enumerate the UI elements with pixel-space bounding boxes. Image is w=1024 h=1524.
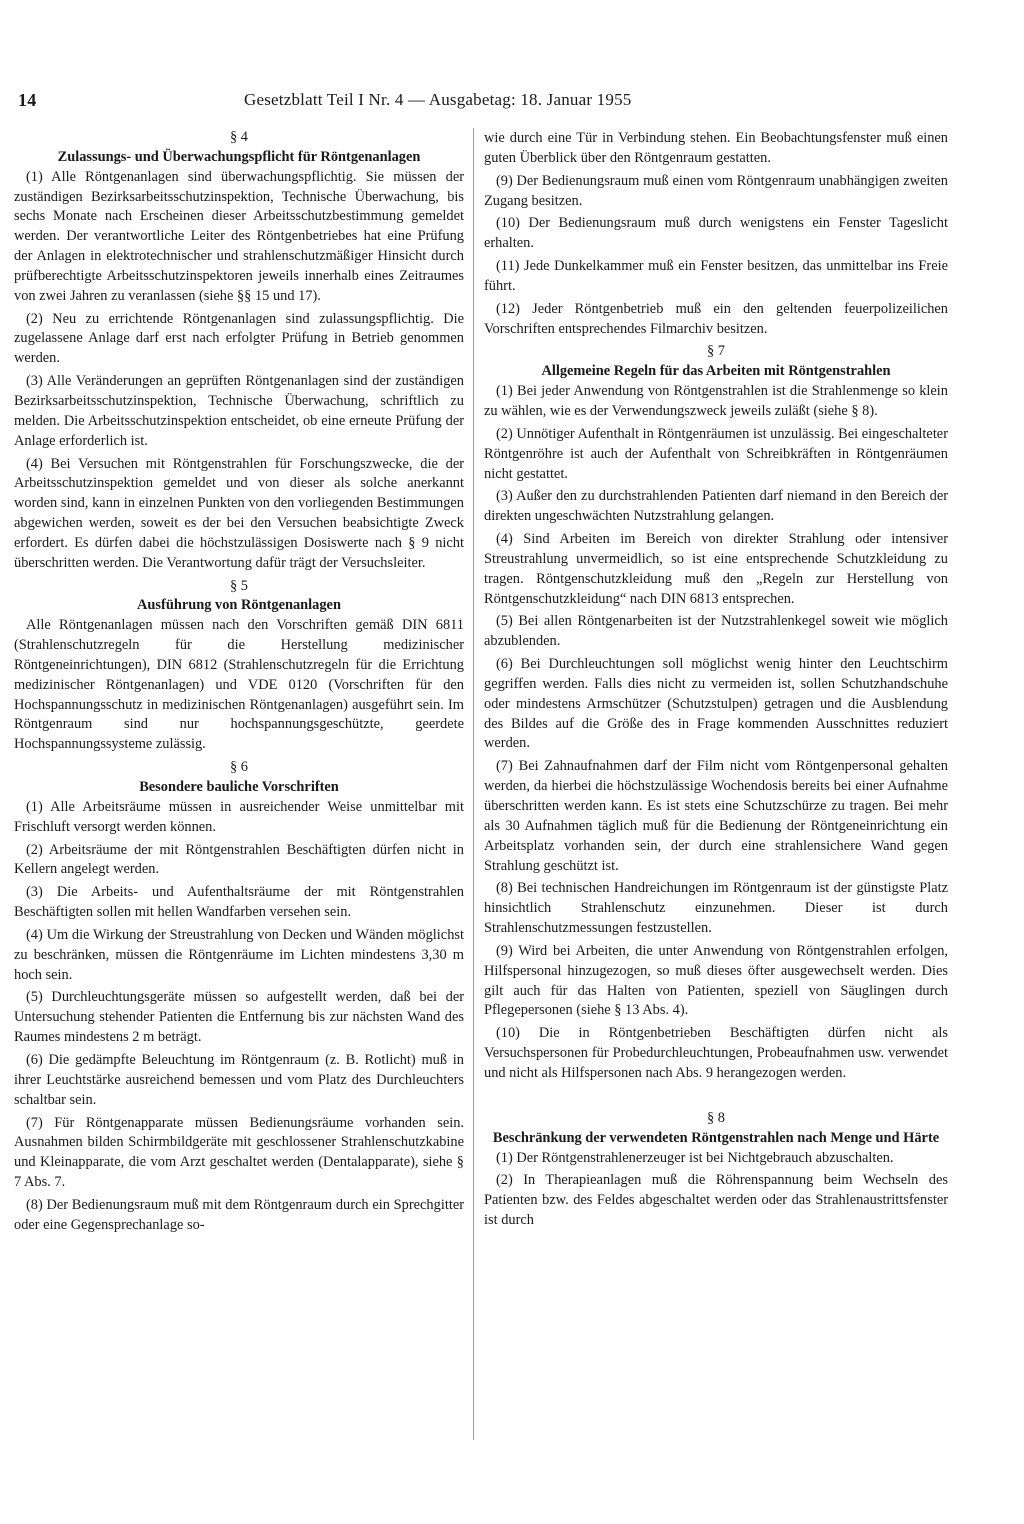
paragraph: (1) Bei jeder Anwendung von Röntgenstrahlen ist die Strahlenmenge so klein zu wählen, wie es der Verwendungszweck jeweils zuläßt (siehe § 8). <box>484 383 948 419</box>
section-heading: Allgemeine Regeln für das Arbeiten mit Röntgenstrahlen <box>541 363 891 380</box>
section-spacer <box>484 1087 948 1109</box>
paragraph: (5) Durchleuchtungsgeräte müssen so aufgestellt werden, daß bei der Untersuchung stehender Patienten die Entfernung bis zur nächsten Wand des Raumes mindestens 2 m beträgt. <box>14 989 464 1046</box>
paragraph: (4) Bei Versuchen mit Röntgenstrahlen für Forschungszwecke, die der Arbeitsschutzinspektion gemeldet und von dieser als solche anerkannt worden sind, kann in einzelnen Punkten von den vorliegenden Bestimmungen abgewichen werden, soweit es der bei den Versuchen beabsichtigte Zweck erfordert. Es dürfen dabei die höchstzulässigen Dosiswerte nach § 9 nicht überschritten werden. Die Verantwortung dafür trägt der Versuchsleiter. <box>14 455 464 571</box>
section-heading: Besondere bauliche Vorschriften <box>139 779 339 795</box>
paragraph: (2) Neu zu errichtende Röntgenanlagen sind zulassungspflichtig. Die zugelassene Anlage darf erst nach erfolgter Prüfung in Betrieb genommen werden. <box>14 310 464 367</box>
section-heading: Zulassungs- und Überwachungspflicht für Röntgenanlagen <box>57 148 421 165</box>
paragraph: (9) Wird bei Arbeiten, die unter Anwendung von Röntgenstrahlen erfolgen, Hilfspersonal hinzugezogen, so muß dieses öfter ausgewechselt werden. Dies gilt auch für das Halten von Patienten, speziell von Säuglingen durch Pflegepersonen (siehe § 13 Abs. 4). <box>484 942 948 1019</box>
paragraph: (1) Alle Röntgenanlagen sind überwachungspflichtig. Sie müssen der zuständigen Bezirksarbeitsschutzinspektion, Technische Überwachung, bis sechs Monate nach Erscheinen dieser Arbeitsschutzbestimmung gemeldet werden. Der verantwortliche Leiter des Röntgenbetriebes hat eine Prüfung der Anlagen in elektrotechnischer und strahlenschutzmäßiger Hinsicht durch prüfberechtigte Arbeitsschutzinspektoren jeweils innerhalb eines Zeitraumes von zwei Jahren zu veranlassen (siehe §§ 15 und 17). <box>14 168 464 304</box>
paragraph: (4) Sind Arbeiten im Bereich von direkter Strahlung oder intensiver Streustrahlung unvermeidlich, so ist eine entsprechende Schutzkleidung zu tragen. Röntgenschutzkleidung muß den „Regeln zur Herstellung von Röntgenschutzkleidung“ nach DIN 6813 entsprechen. <box>484 531 948 607</box>
paragraph: (6) Bei Durchleuchtungen soll möglichst wenig hinter den Leuchtschirm gegriffen werden. Falls dies nicht zu vermeiden ist, sollen Schutzhandschuhe oder mindestens Armschützer (Schutzstulpen) getragen und die Ausblendung des Bildes auf die Größe des in Frage kommenden Ausschnittes reduziert werden. <box>484 656 948 752</box>
paragraph: (3) Die Arbeits- und Aufenthaltsräume der mit Röntgenstrahlen Beschäftigten sollen mit hellen Wandfarben versehen sein. <box>14 884 464 921</box>
section-number: § 4 <box>230 129 248 145</box>
paragraph: (7) Für Röntgenapparate müssen Bedienungsräume vorhanden sein. Ausnahmen bilden Schirmbildgeräte mit geschlossener Strahlenschutzkabine und Kleinapparate, die vom Arzt geschaltet werden (Dentalapparate), siehe § 7 Abs. 7. <box>14 1114 464 1191</box>
page-number: 14 <box>18 90 37 110</box>
paragraph: (2) In Therapieanlagen muß die Röhrenspannung beim Wechseln des Patienten bzw. des Feldes abgeschaltet werden oder das Strahlenaustrittsfenster ist durch <box>484 1172 948 1229</box>
paragraph: (3) Alle Veränderungen an geprüften Röntgenanlagen sind der zuständigen Bezirksarbeitsschutzinspektion, Technische Überwachung, schriftlich zu melden. Die Arbeitsschutzinspektion entscheidet, ob eine erneute Prüfung der Anlage erforderlich ist. <box>14 373 464 449</box>
column-divider <box>473 128 474 1440</box>
running-title: Gesetzblatt Teil I Nr. 4 — Ausgabetag: 18. Januar 1955 <box>244 90 632 109</box>
paragraph: (10) Der Bedienungsraum muß durch wenigstens ein Fenster Tageslicht erhalten. <box>484 215 948 252</box>
paragraph: (2) Unnötiger Aufenthalt in Röntgenräumen ist unzulässig. Bei eingeschalteter Röntgenröhre ist auch der Aufenthalt von Schreibkräften in Röntgenräumen nicht gestattet. <box>484 425 948 482</box>
paragraph: (11) Jede Dunkelkammer muß ein Fenster besitzen, das unmittelbar ins Freie führt. <box>484 258 948 294</box>
paragraph: (8) Der Bedienungsraum muß mit dem Röntgenraum durch ein Sprechgitter oder eine Gegensprechanlage so- <box>14 1196 464 1233</box>
paragraph: (1) Der Röntgenstrahlenerzeuger ist bei Nichtgebrauch abzuschalten. <box>496 1149 894 1166</box>
section-number: § 7 <box>707 343 725 360</box>
paragraph: (5) Bei allen Röntgenarbeiten ist der Nutzstrahlenkegel soweit wie möglich abzublenden. <box>484 613 948 650</box>
paragraph: (10) Die in Röntgenbetrieben Beschäftigten dürfen nicht als Versuchspersonen für Probedurchleuchtungen, Probeaufnahmen usw. verwendet und nicht als Hilfspersonen nach Abs. 9 herangezogen werden. <box>484 1025 948 1081</box>
section-number: § 8 <box>707 1109 725 1126</box>
section-heading: Beschränkung der verwendeten Röntgenstrahlen nach Menge und Härte <box>492 1129 940 1146</box>
paragraph: (9) Der Bedienungsraum muß einen vom Röntgenraum unabhängigen zweiten Zugang besitzen. <box>484 172 948 209</box>
paragraph: (6) Die gedämpfte Beleuchtung im Röntgenraum (z. B. Rotlicht) muß in ihrer Leuchtstärke ausreichend bemessen und vom Platz des Durchleuchters schaltbar sein. <box>14 1051 464 1108</box>
paragraph: (12) Jeder Röntgenbetrieb muß ein den geltenden feuerpolizeilichen Vorschriften entsprechendes Filmarchiv besitzen. <box>484 300 948 337</box>
paragraph: (2) Arbeitsräume der mit Röntgenstrahlen Beschäftigten dürfen nicht in Kellern angelegt werden. <box>14 841 464 878</box>
paragraph: Alle Röntgenanlagen müssen nach den Vorschriften gemäß DIN 6811 (Strahlenschutzregeln für die Herstellung medizinischer Röntgeneinrichtungen), DIN 6812 (Strahlenschutzregeln für die Errichtung medizinischer Röntgenanlagen) und VDE 0120 (Vorschriften für den Hochspannungsschutz in medizinischen Röntgenanlagen) ausgeführt sein. Im Röntgenraum sind nur hochspannungsgeschützte, geerdete Hochspannungssysteme zulässig. <box>14 617 464 753</box>
paragraph: (7) Bei Zahnaufnahmen darf der Film nicht vom Röntgenpersonal gehalten werden, da hierbei die höchstzulässige Wochendosis bereits bei einer Aufnahme überschritten werden kann. Es ist stets eine Schutzschürze zu tragen. Bei mehr als 30 Aufnahmen täglich muß für die Bedienung der Röntgeneinrichtung ein Arbeitsplatz vorhanden sein, der durch eine strahlensichere Wand gegen Strahlung geschützt ist. <box>484 758 948 874</box>
paragraph: (1) Alle Arbeitsräume müssen in ausreichender Weise unmittelbar mit Frischluft versorgt werden können. <box>14 798 464 835</box>
right-column <box>484 129 948 1234</box>
section-number: § 5 <box>230 577 248 594</box>
left-column <box>14 128 464 1239</box>
page-header <box>18 90 758 120</box>
paragraph: (4) Um die Wirkung der Streustrahlung von Decken und Wänden möglichst zu beschränken, müssen die Röntgenräume im Lichten mindestens 3,30 m hoch sein. <box>14 926 464 983</box>
paragraph: (3) Außer den zu durchstrahlenden Patienten darf niemand in den Bereich der direkten ungeschwächten Nutzstrahlung gelangen. <box>484 488 948 525</box>
section-number: § 6 <box>230 759 248 776</box>
section-heading: Ausführung von Röntgenanlagen <box>137 597 341 614</box>
paragraph: wie durch eine Tür in Verbindung stehen. Ein Beobachtungsfenster muß einen guten Überblick über den Röntgenraum gestatten. <box>484 130 948 166</box>
paragraph: (8) Bei technischen Handreichungen im Röntgenraum ist der günstigste Platz hinsichtlich Strahlenschutz einzunehmen. Dieser ist durch Strahlenschutzmessungen festzustellen. <box>484 880 948 937</box>
